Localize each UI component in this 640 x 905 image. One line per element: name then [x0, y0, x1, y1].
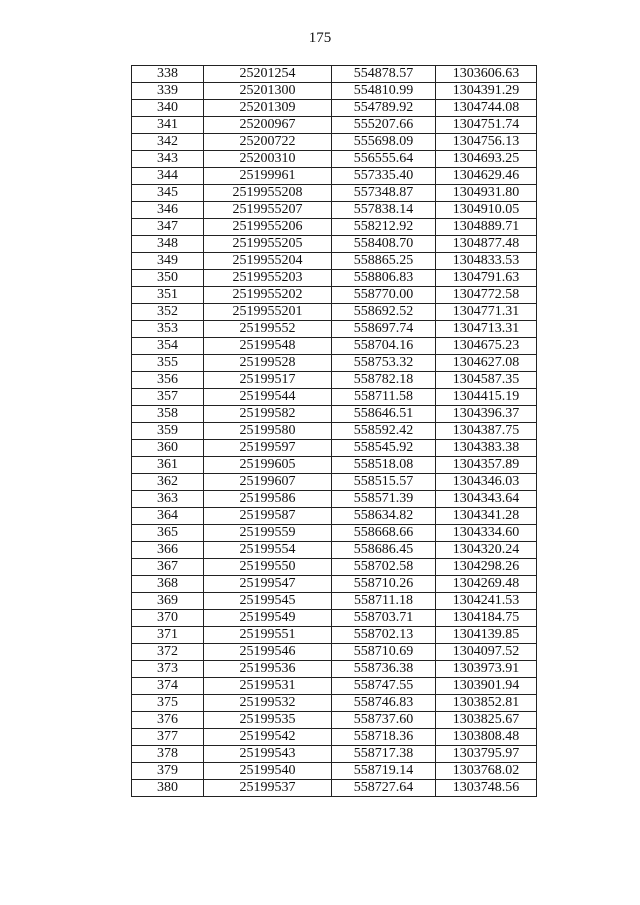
point-number-cell: 356 [132, 372, 204, 389]
table-row [132, 508, 537, 525]
point-number-cell: 364 [132, 508, 204, 525]
x-coordinate-cell: 558408.70 [332, 236, 436, 253]
point-id-cell: 25199549 [204, 610, 332, 627]
point-id-cell: 25199550 [204, 559, 332, 576]
y-coordinate-cell: 1304791.63 [436, 270, 537, 287]
point-id-cell: 25199546 [204, 644, 332, 661]
point-number-cell: 345 [132, 185, 204, 202]
table-row [132, 321, 537, 338]
y-coordinate-cell: 1304341.28 [436, 508, 537, 525]
point-id-cell: 2519955205 [204, 236, 332, 253]
point-number-cell: 365 [132, 525, 204, 542]
x-coordinate-cell: 554878.57 [332, 66, 436, 83]
point-number-cell: 353 [132, 321, 204, 338]
y-coordinate-cell: 1303825.67 [436, 712, 537, 729]
table-row [132, 559, 537, 576]
point-id-cell: 25201300 [204, 83, 332, 100]
table-row [132, 525, 537, 542]
point-id-cell: 25199597 [204, 440, 332, 457]
point-number-cell: 373 [132, 661, 204, 678]
point-number-cell: 376 [132, 712, 204, 729]
point-number-cell: 363 [132, 491, 204, 508]
table-row [132, 695, 537, 712]
x-coordinate-cell: 556555.64 [332, 151, 436, 168]
x-coordinate-cell: 557335.40 [332, 168, 436, 185]
y-coordinate-cell: 1304298.26 [436, 559, 537, 576]
x-coordinate-cell: 558718.36 [332, 729, 436, 746]
point-number-cell: 378 [132, 746, 204, 763]
point-number-cell: 377 [132, 729, 204, 746]
point-number-cell: 340 [132, 100, 204, 117]
point-id-cell: 25199582 [204, 406, 332, 423]
point-number-cell: 354 [132, 338, 204, 355]
y-coordinate-cell: 1303901.94 [436, 678, 537, 695]
table-row [132, 440, 537, 457]
x-coordinate-cell: 554810.99 [332, 83, 436, 100]
point-id-cell: 25199551 [204, 627, 332, 644]
table-row [132, 304, 537, 321]
point-id-cell: 25199543 [204, 746, 332, 763]
x-coordinate-cell: 558518.08 [332, 457, 436, 474]
point-id-cell: 2519955204 [204, 253, 332, 270]
x-coordinate-cell: 558592.42 [332, 423, 436, 440]
point-id-cell: 25200310 [204, 151, 332, 168]
point-id-cell: 2519955207 [204, 202, 332, 219]
x-coordinate-cell: 558668.66 [332, 525, 436, 542]
point-number-cell: 358 [132, 406, 204, 423]
x-coordinate-cell: 558727.64 [332, 780, 436, 797]
table-row [132, 644, 537, 661]
point-id-cell: 2519955201 [204, 304, 332, 321]
x-coordinate-cell: 558702.58 [332, 559, 436, 576]
y-coordinate-cell: 1304387.75 [436, 423, 537, 440]
x-coordinate-cell: 558710.69 [332, 644, 436, 661]
point-id-cell: 25200722 [204, 134, 332, 151]
x-coordinate-cell: 558719.14 [332, 763, 436, 780]
x-coordinate-cell: 558704.16 [332, 338, 436, 355]
x-coordinate-cell: 558686.45 [332, 542, 436, 559]
point-number-cell: 343 [132, 151, 204, 168]
y-coordinate-cell: 1304346.03 [436, 474, 537, 491]
y-coordinate-cell: 1304627.08 [436, 355, 537, 372]
x-coordinate-cell: 558571.39 [332, 491, 436, 508]
point-number-cell: 351 [132, 287, 204, 304]
table-row [132, 457, 537, 474]
y-coordinate-cell: 1303808.48 [436, 729, 537, 746]
y-coordinate-cell: 1304184.75 [436, 610, 537, 627]
table-row [132, 355, 537, 372]
y-coordinate-cell: 1303973.91 [436, 661, 537, 678]
point-number-cell: 342 [132, 134, 204, 151]
y-coordinate-cell: 1304713.31 [436, 321, 537, 338]
point-id-cell: 25199580 [204, 423, 332, 440]
x-coordinate-cell: 558697.74 [332, 321, 436, 338]
x-coordinate-cell: 554789.92 [332, 100, 436, 117]
point-number-cell: 375 [132, 695, 204, 712]
y-coordinate-cell: 1304320.24 [436, 542, 537, 559]
table-row [132, 491, 537, 508]
y-coordinate-cell: 1304771.31 [436, 304, 537, 321]
table-row [132, 66, 537, 83]
y-coordinate-cell: 1304139.85 [436, 627, 537, 644]
table-row [132, 287, 537, 304]
x-coordinate-cell: 558711.18 [332, 593, 436, 610]
x-coordinate-cell: 558515.57 [332, 474, 436, 491]
table-row [132, 406, 537, 423]
x-coordinate-cell: 558717.38 [332, 746, 436, 763]
point-id-cell: 25201309 [204, 100, 332, 117]
table-row [132, 423, 537, 440]
point-number-cell: 355 [132, 355, 204, 372]
table-row [132, 100, 537, 117]
point-id-cell: 25199517 [204, 372, 332, 389]
point-id-cell: 25199552 [204, 321, 332, 338]
table-row [132, 780, 537, 797]
y-coordinate-cell: 1304910.05 [436, 202, 537, 219]
point-id-cell: 25199559 [204, 525, 332, 542]
point-id-cell: 25199531 [204, 678, 332, 695]
point-number-cell: 357 [132, 389, 204, 406]
point-id-cell: 25199537 [204, 780, 332, 797]
point-number-cell: 339 [132, 83, 204, 100]
point-number-cell: 346 [132, 202, 204, 219]
y-coordinate-cell: 1304675.23 [436, 338, 537, 355]
table-row [132, 83, 537, 100]
y-coordinate-cell: 1304357.89 [436, 457, 537, 474]
point-id-cell: 25199586 [204, 491, 332, 508]
point-number-cell: 370 [132, 610, 204, 627]
point-number-cell: 350 [132, 270, 204, 287]
x-coordinate-cell: 558702.13 [332, 627, 436, 644]
point-id-cell: 25199532 [204, 695, 332, 712]
table-row [132, 610, 537, 627]
point-id-cell: 25201254 [204, 66, 332, 83]
table-row [132, 729, 537, 746]
y-coordinate-cell: 1304744.08 [436, 100, 537, 117]
x-coordinate-cell: 558746.83 [332, 695, 436, 712]
point-id-cell: 25199554 [204, 542, 332, 559]
point-id-cell: 2519955203 [204, 270, 332, 287]
x-coordinate-cell: 558634.82 [332, 508, 436, 525]
point-number-cell: 379 [132, 763, 204, 780]
y-coordinate-cell: 1304587.35 [436, 372, 537, 389]
x-coordinate-cell: 557838.14 [332, 202, 436, 219]
table-row [132, 593, 537, 610]
x-coordinate-cell: 558736.38 [332, 661, 436, 678]
point-id-cell: 25199961 [204, 168, 332, 185]
x-coordinate-cell: 558692.52 [332, 304, 436, 321]
point-id-cell: 25199536 [204, 661, 332, 678]
point-number-cell: 341 [132, 117, 204, 134]
point-id-cell: 25199607 [204, 474, 332, 491]
y-coordinate-cell: 1303748.56 [436, 780, 537, 797]
table-row [132, 389, 537, 406]
table-row [132, 151, 537, 168]
table-row [132, 542, 537, 559]
table-row [132, 134, 537, 151]
x-coordinate-cell: 558747.55 [332, 678, 436, 695]
y-coordinate-cell: 1304269.48 [436, 576, 537, 593]
point-number-cell: 367 [132, 559, 204, 576]
point-id-cell: 25199547 [204, 576, 332, 593]
y-coordinate-cell: 1304833.53 [436, 253, 537, 270]
y-coordinate-cell: 1304343.64 [436, 491, 537, 508]
table-row [132, 372, 537, 389]
y-coordinate-cell: 1304334.60 [436, 525, 537, 542]
y-coordinate-cell: 1304772.58 [436, 287, 537, 304]
y-coordinate-cell: 1303768.02 [436, 763, 537, 780]
x-coordinate-cell: 558806.83 [332, 270, 436, 287]
point-id-cell: 25199548 [204, 338, 332, 355]
x-coordinate-cell: 558865.25 [332, 253, 436, 270]
point-id-cell: 25200967 [204, 117, 332, 134]
coordinates-table [131, 65, 537, 797]
x-coordinate-cell: 555207.66 [332, 117, 436, 134]
point-number-cell: 380 [132, 780, 204, 797]
x-coordinate-cell: 558737.60 [332, 712, 436, 729]
table-row [132, 576, 537, 593]
x-coordinate-cell: 558711.58 [332, 389, 436, 406]
table-row [132, 202, 537, 219]
point-number-cell: 348 [132, 236, 204, 253]
y-coordinate-cell: 1304889.71 [436, 219, 537, 236]
x-coordinate-cell: 558703.71 [332, 610, 436, 627]
point-number-cell: 359 [132, 423, 204, 440]
x-coordinate-cell: 558646.51 [332, 406, 436, 423]
table-row [132, 338, 537, 355]
y-coordinate-cell: 1304629.46 [436, 168, 537, 185]
table-row [132, 763, 537, 780]
x-coordinate-cell: 558212.92 [332, 219, 436, 236]
x-coordinate-cell: 558770.00 [332, 287, 436, 304]
y-coordinate-cell: 1303795.97 [436, 746, 537, 763]
x-coordinate-cell: 555698.09 [332, 134, 436, 151]
y-coordinate-cell: 1304877.48 [436, 236, 537, 253]
x-coordinate-cell: 558710.26 [332, 576, 436, 593]
y-coordinate-cell: 1304383.38 [436, 440, 537, 457]
y-coordinate-cell: 1304931.80 [436, 185, 537, 202]
point-id-cell: 25199605 [204, 457, 332, 474]
point-id-cell: 2519955208 [204, 185, 332, 202]
x-coordinate-cell: 558753.32 [332, 355, 436, 372]
point-number-cell: 338 [132, 66, 204, 83]
table-row [132, 678, 537, 695]
table-row [132, 712, 537, 729]
point-id-cell: 2519955206 [204, 219, 332, 236]
point-id-cell: 25199542 [204, 729, 332, 746]
point-id-cell: 25199545 [204, 593, 332, 610]
x-coordinate-cell: 558782.18 [332, 372, 436, 389]
point-id-cell: 25199544 [204, 389, 332, 406]
y-coordinate-cell: 1304097.52 [436, 644, 537, 661]
point-id-cell: 25199528 [204, 355, 332, 372]
page-number: 175 [308, 30, 332, 46]
point-id-cell: 25199535 [204, 712, 332, 729]
y-coordinate-cell: 1304241.53 [436, 593, 537, 610]
table-row [132, 253, 537, 270]
table-row [132, 185, 537, 202]
table-row [132, 270, 537, 287]
point-number-cell: 369 [132, 593, 204, 610]
table-row [132, 219, 537, 236]
y-coordinate-cell: 1304415.19 [436, 389, 537, 406]
point-number-cell: 368 [132, 576, 204, 593]
point-number-cell: 362 [132, 474, 204, 491]
point-number-cell: 360 [132, 440, 204, 457]
point-id-cell: 2519955202 [204, 287, 332, 304]
y-coordinate-cell: 1304391.29 [436, 83, 537, 100]
x-coordinate-cell: 558545.92 [332, 440, 436, 457]
point-number-cell: 371 [132, 627, 204, 644]
point-id-cell: 25199587 [204, 508, 332, 525]
table-row [132, 627, 537, 644]
y-coordinate-cell: 1303852.81 [436, 695, 537, 712]
table-row [132, 117, 537, 134]
point-number-cell: 361 [132, 457, 204, 474]
point-number-cell: 349 [132, 253, 204, 270]
point-number-cell: 344 [132, 168, 204, 185]
point-id-cell: 25199540 [204, 763, 332, 780]
y-coordinate-cell: 1304751.74 [436, 117, 537, 134]
y-coordinate-cell: 1304693.25 [436, 151, 537, 168]
y-coordinate-cell: 1304756.13 [436, 134, 537, 151]
table-row [132, 746, 537, 763]
y-coordinate-cell: 1304396.37 [436, 406, 537, 423]
y-coordinate-cell: 1303606.63 [436, 66, 537, 83]
table-row [132, 168, 537, 185]
table-row [132, 661, 537, 678]
point-number-cell: 374 [132, 678, 204, 695]
point-number-cell: 372 [132, 644, 204, 661]
point-number-cell: 352 [132, 304, 204, 321]
x-coordinate-cell: 557348.87 [332, 185, 436, 202]
table-row [132, 474, 537, 491]
point-number-cell: 366 [132, 542, 204, 559]
point-number-cell: 347 [132, 219, 204, 236]
table-row [132, 236, 537, 253]
coordinates-table-body [132, 66, 537, 797]
